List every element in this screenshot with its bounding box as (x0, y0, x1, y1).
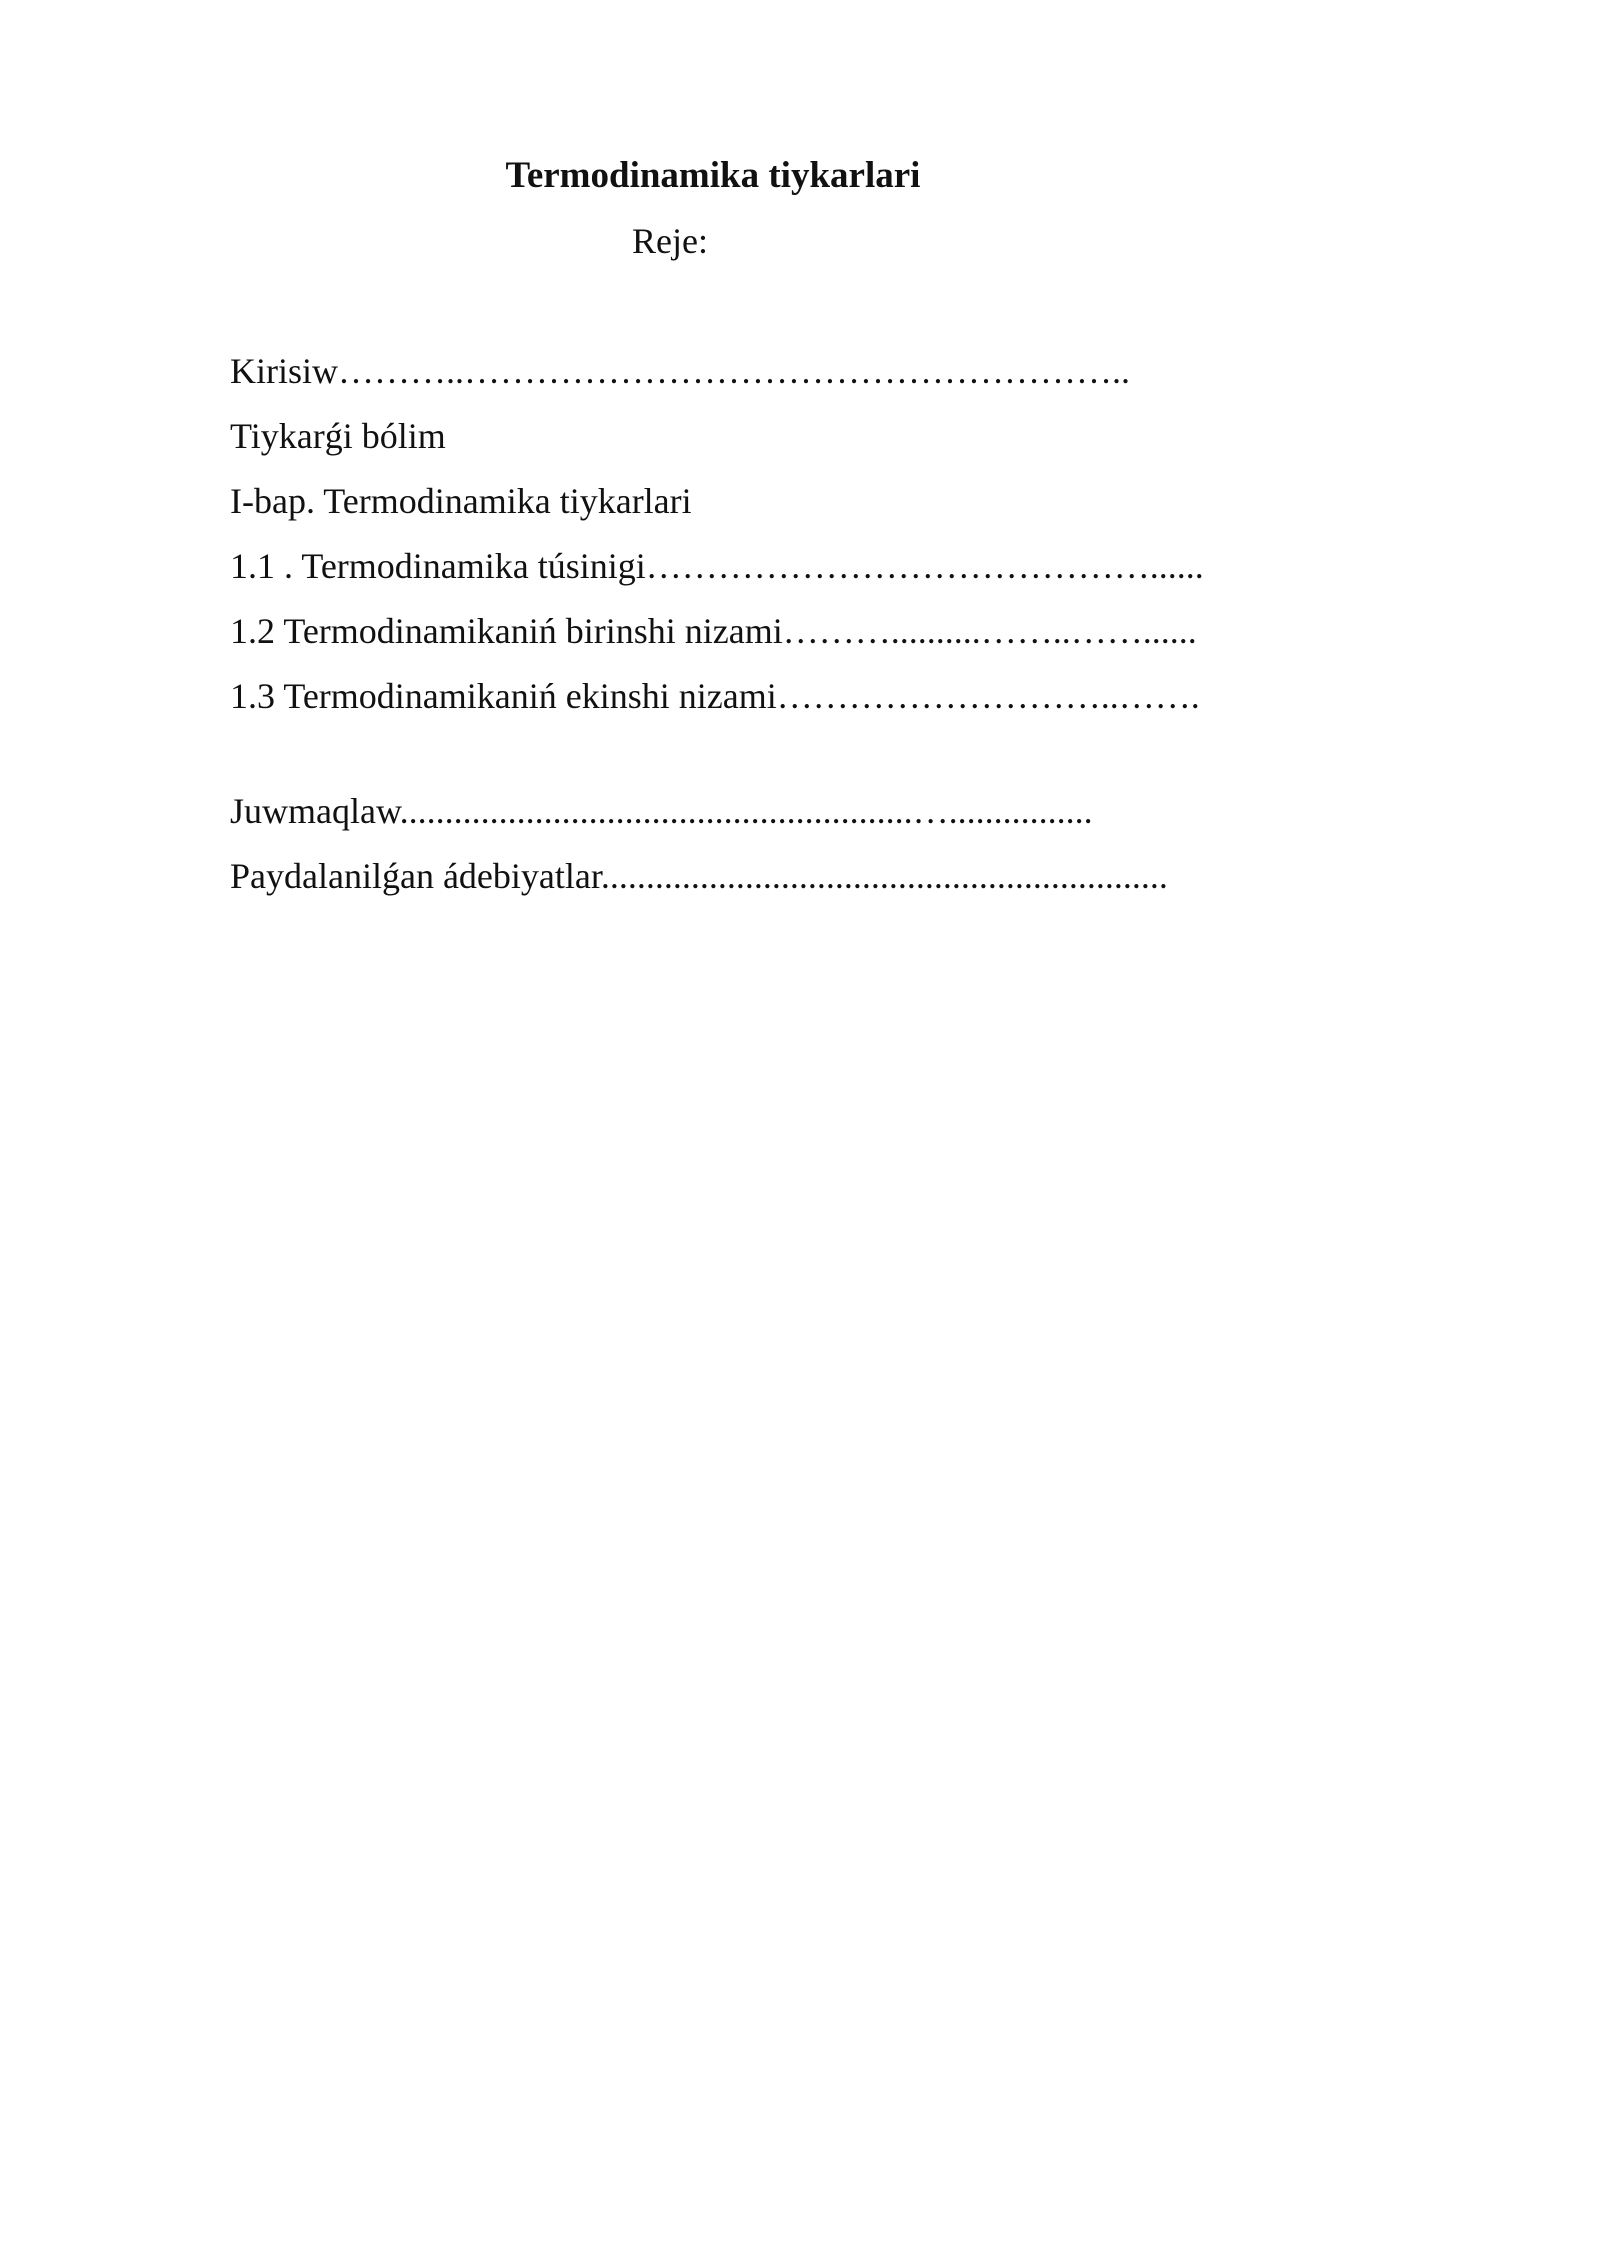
toc-item-chapter-1: I-bap. Termodinamika tiykarlari (230, 481, 692, 521)
table-of-contents (230, 346, 1310, 916)
document-title: Termodinamika tiykarlari (505, 155, 921, 196)
toc-item-section-1-2: 1.2 Termodinamikaniń birinshi nizami………..........……..……...... (230, 611, 1197, 651)
toc-item-section-1-3: 1.3 Termodinamikaniń ekinshi nizami………………………..……. (230, 676, 1200, 716)
plan-label: Reje: (632, 221, 708, 261)
toc-item-introduction: Kirisiw………..……………………………………………….. (230, 351, 1130, 391)
toc-item-section-1-1: 1.1 . Termodinamika túsinigi……………………………………...... (230, 546, 1204, 586)
toc-item-main-part: Tiykarǵi bólim (230, 416, 446, 456)
toc-item-conclusion: Juwmaqlaw.........................................................…................ (230, 791, 1093, 831)
toc-item-references: Paydalanilǵan ádebiyatlar............................................................... (230, 856, 1168, 896)
